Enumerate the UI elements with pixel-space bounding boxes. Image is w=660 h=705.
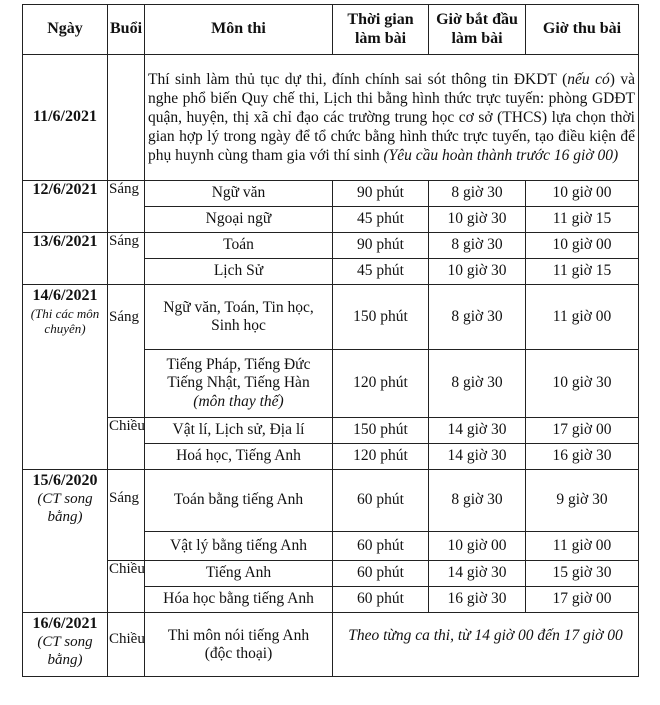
- table-row: [23, 561, 639, 587]
- session-cell: [108, 55, 145, 181]
- start-time-cell: 16 giờ 30: [429, 587, 526, 613]
- end-time-cell: 10 giờ 00: [526, 181, 639, 207]
- subject-line2: Tiếng Nhật, Tiếng Hàn: [167, 374, 310, 392]
- duration-cell: 90 phút: [333, 181, 429, 207]
- duration-cell: 150 phút: [333, 285, 429, 350]
- intro-text-italic1: nếu có: [567, 70, 610, 88]
- start-time-cell: 14 giờ 30: [429, 444, 526, 470]
- session-cell: Chiều: [108, 418, 145, 470]
- header-start: [429, 5, 526, 55]
- start-time-cell: 14 giờ 30: [429, 561, 526, 587]
- duration-cell: 120 phút: [333, 444, 429, 470]
- duration-cell: 45 phút: [333, 259, 429, 285]
- duration-cell: 60 phút: [333, 587, 429, 613]
- end-time-cell: 10 giờ 00: [526, 233, 639, 259]
- header-row: [23, 5, 639, 55]
- date-value: 14/6/2021: [32, 287, 98, 304]
- date-note-line2: bằng): [47, 651, 83, 668]
- duration-cell: 60 phút: [333, 532, 429, 561]
- date-value: 15/6/2020: [32, 472, 98, 489]
- table-row: [23, 418, 639, 444]
- end-time-cell: 11 giờ 00: [526, 285, 639, 350]
- subject-line3: (môn thay thế): [193, 392, 284, 410]
- session-cell: Chiều: [108, 561, 145, 613]
- end-time-cell: 9 giờ 30: [526, 470, 639, 532]
- date-note-line1: (CT song: [37, 633, 93, 650]
- header-start-line1: Giờ bắt đầu: [436, 10, 518, 28]
- end-time-cell: 17 giờ 00: [526, 587, 639, 613]
- header-date: Ngày: [23, 5, 108, 55]
- subject-cell: Ngữ văn: [145, 181, 333, 207]
- table-row: [23, 233, 639, 259]
- subject-cell: Hoá học, Tiếng Anh: [145, 444, 333, 470]
- duration-cell: 90 phút: [333, 233, 429, 259]
- exam-schedule-table: [22, 4, 639, 677]
- end-time-cell: 17 giờ 00: [526, 418, 639, 444]
- duration-cell: 150 phút: [333, 418, 429, 444]
- date-note: (Thi các môn chuyên): [30, 305, 100, 337]
- end-time-cell: 11 giờ 00: [526, 532, 639, 561]
- subject-line1: Thi môn nói tiếng Anh: [167, 627, 310, 644]
- subject-cell: [145, 613, 333, 677]
- table-row: [23, 285, 639, 350]
- start-time-cell: 8 giờ 30: [429, 285, 526, 350]
- date-cell: 13/6/2021: [23, 233, 108, 285]
- start-time-cell: 10 giờ 30: [429, 207, 526, 233]
- exam-schedule-document: [22, 4, 638, 677]
- start-time-cell: 8 giờ 30: [429, 181, 526, 207]
- intro-text-part2: ) và nghe phổ biến Quy chế thi, Lịch thi bằng hình thức trực tuyến: phòng GDĐT quận, huyện, thị xã chỉ đạo các trường trung học cơ sở (THCS) lựa chọn thời gian hợp lý trong ngày để tổ chức bằng hình thức trực tuyến, tạo điều kiện để phụ huynh cùng tham gia với thí sinh: [148, 70, 635, 165]
- table-row: [23, 613, 639, 677]
- header-duration-line1: Thời gian: [347, 10, 414, 28]
- date-cell: 11/6/2021: [23, 55, 108, 181]
- end-time-cell: 11 giờ 15: [526, 207, 639, 233]
- table-row: [23, 470, 639, 532]
- duration-cell: 60 phút: [333, 561, 429, 587]
- subject-cell: Toán: [145, 233, 333, 259]
- date-note-line1: (CT song: [37, 490, 93, 507]
- subject-cell: Ngoại ngữ: [145, 207, 333, 233]
- start-time-cell: 8 giờ 30: [429, 350, 526, 418]
- header-session: Buổi: [108, 5, 145, 55]
- end-time-cell: 15 giờ 30: [526, 561, 639, 587]
- date-cell: [23, 470, 108, 613]
- start-time-cell: 10 giờ 30: [429, 259, 526, 285]
- start-time-cell: 10 giờ 00: [429, 532, 526, 561]
- subject-cell: Lịch Sử: [145, 259, 333, 285]
- end-time-cell: 16 giờ 30: [526, 444, 639, 470]
- header-duration-line2: làm bài: [354, 29, 407, 47]
- date-cell: 12/6/2021: [23, 181, 108, 233]
- subject-line2: (độc thoại): [204, 645, 273, 663]
- end-time-cell: 11 giờ 15: [526, 259, 639, 285]
- duration-cell: 120 phút: [333, 350, 429, 418]
- session-cell: Sáng: [108, 285, 145, 418]
- duration-cell: 45 phút: [333, 207, 429, 233]
- merged-time-cell: Theo từng ca thi, từ 14 giờ 00 đến 17 giờ 00: [333, 613, 639, 677]
- start-time-cell: 8 giờ 30: [429, 233, 526, 259]
- header-start-line2: làm bài: [451, 29, 503, 47]
- header-end: Giờ thu bài: [526, 5, 639, 55]
- subject-line1: Ngữ văn, Toán, Tin học,: [163, 298, 314, 316]
- subject-cell: [145, 285, 333, 350]
- header-duration: [333, 5, 429, 55]
- subject-cell: Vật lý bằng tiếng Anh: [145, 532, 333, 561]
- table-row: [23, 181, 639, 207]
- duration-cell: 60 phút: [333, 470, 429, 532]
- start-time-cell: 8 giờ 30: [429, 470, 526, 532]
- start-time-cell: 14 giờ 30: [429, 418, 526, 444]
- intro-text: [145, 55, 639, 181]
- date-value: 16/6/2021: [32, 615, 98, 632]
- end-time-cell: 10 giờ 30: [526, 350, 639, 418]
- subject-cell: Toán bằng tiếng Anh: [145, 470, 333, 532]
- date-cell: [23, 285, 108, 470]
- session-cell: Sáng: [108, 181, 145, 233]
- intro-text-italic2: (Yêu cầu hoàn thành trước 16 giờ 00): [383, 147, 619, 165]
- subject-line2: Sinh học: [211, 317, 266, 334]
- subject-cell: Hóa học bằng tiếng Anh: [145, 587, 333, 613]
- subject-line1: Tiếng Pháp, Tiếng Đức: [166, 356, 311, 374]
- date-cell: [23, 613, 108, 677]
- subject-cell: Vật lí, Lịch sử, Địa lí: [145, 418, 333, 444]
- subject-cell: [145, 350, 333, 418]
- intro-text-part1: Thí sinh làm thủ tục dự thi, đính chính sai sót thông tin ĐKDT (: [148, 70, 568, 88]
- header-subject: Môn thi: [145, 5, 333, 55]
- subject-cell: Tiếng Anh: [145, 561, 333, 587]
- session-cell: Sáng: [108, 233, 145, 285]
- date-note-line2: bằng): [47, 508, 83, 525]
- session-cell: Chiều: [108, 613, 145, 677]
- session-cell: Sáng: [108, 470, 145, 561]
- table-row: [23, 55, 639, 181]
